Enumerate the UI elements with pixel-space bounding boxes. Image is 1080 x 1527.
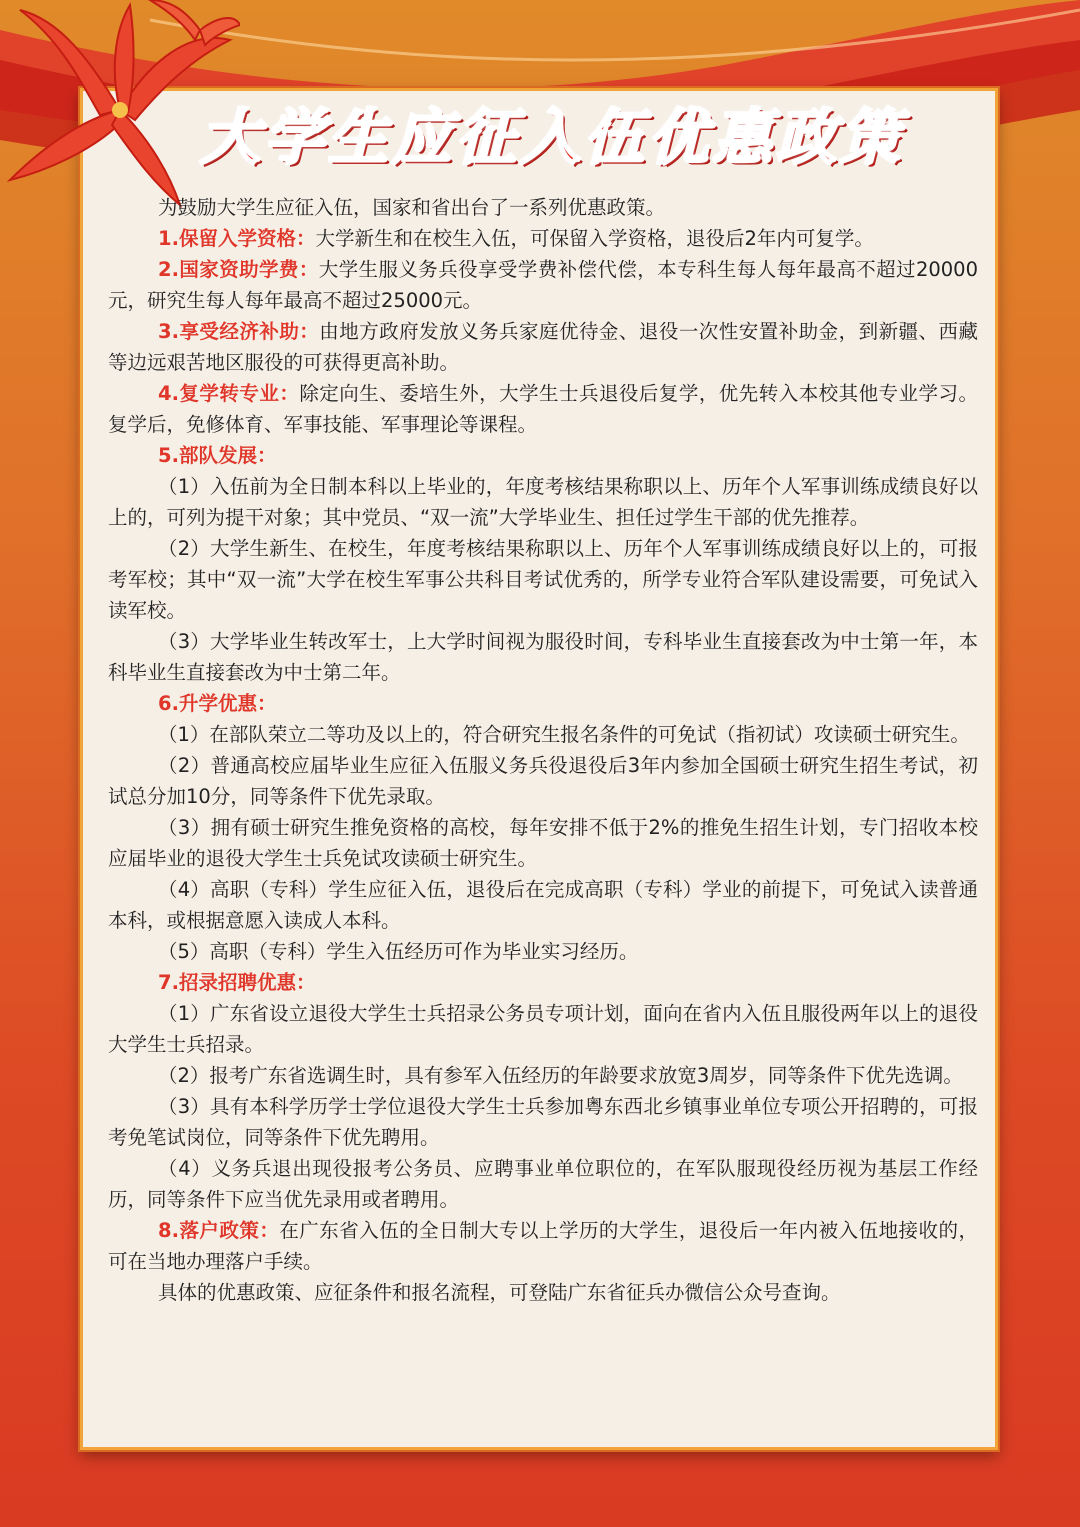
section-1 (108, 223, 978, 254)
section-2 (108, 254, 978, 316)
section-heading: 1.保留入学资格： (158, 227, 316, 250)
section-7-item: （2）报考广东省选调生时，具有参军入伍经历的年龄要求放宽3周岁，同等条件下优先选调。 (158, 1064, 963, 1087)
section-text: 在广东省入伍的全日制大专以上学历的大学生，退役后一年内被入伍地接收的，可在当地办理落户手续。 (108, 1219, 978, 1273)
outro-paragraph: 具体的优惠政策、应征条件和报名流程，可登陆广东省征兵办微信公众号查询。 (158, 1281, 841, 1304)
section-heading: 2.国家资助学费： (158, 258, 319, 281)
section-6-item: （1）在部队荣立二等功及以上的，符合研究生报名条件的可免试（指初试）攻读硕士研究生。 (158, 723, 970, 746)
section-5-item: （3）大学毕业生转改军士，上大学时间视为服役时间，专科毕业生直接套改为中士第一年，本科毕业生直接套改为中士第二年。 (108, 630, 978, 684)
intro-paragraph: 为鼓励大学生应征入伍，国家和省出台了一系列优惠政策。 (158, 196, 666, 219)
policy-text (108, 192, 978, 1308)
section-text: 大学新生和在校生入伍，可保留入学资格，退役后2年内可复学。 (315, 227, 874, 250)
section-5-item: （1）入伍前为全日制本科以上毕业的，年度考核结果称职以上、历年个人军事训练成绩良好以上的，可列为提干对象；其中党员、“双一流”大学毕业生、担任过学生干部的优先推荐。 (108, 475, 978, 529)
section-6-item: （2）普通高校应届毕业生应征入伍服义务兵役退役后3年内参加全国硕士研究生招生考试，初试总分加10分，同等条件下优先录取。 (108, 754, 978, 808)
section-7-heading: 7.招录招聘优惠： (158, 971, 316, 994)
section-6-item: （3）拥有硕士研究生推免资格的高校，每年安排不低于2%的推免生招生计划，专门招收本校应届毕业的退役大学生士兵免试攻读硕士研究生。 (108, 816, 978, 870)
section-6-heading: 6.升学优惠： (158, 692, 277, 715)
section-heading: 8.落户政策： (158, 1219, 280, 1242)
section-6-item: （5）高职（专科）学生入伍经历可作为毕业实习经历。 (158, 940, 639, 963)
section-text: 大学生服义务兵役享受学费补偿代偿，本专科生每人每年最高不超过20000元，研究生每人每年最高不超过25000元。 (108, 258, 978, 312)
section-text: 由地方政府发放义务兵家庭优待金、退役一次性安置补助金，到新疆、西藏等边远艰苦地区服役的可获得更高补助。 (108, 320, 978, 374)
section-3 (108, 316, 978, 378)
section-7-item: （4）义务兵退出现役报考公务员、应聘事业单位职位的，在军队服现役经历视为基层工作经历，同等条件下应当优先录用或者聘用。 (108, 1157, 978, 1211)
section-5-item: （2）大学生新生、在校生，年度考核结果称职以上、历年个人军事训练成绩良好以上的，可报考军校；其中“双一流”大学在校生军事公共科目考试优秀的，所学专业符合军队建设需要，可免试入读军校。 (108, 537, 978, 622)
section-5-heading: 5.部队发展： (158, 444, 277, 467)
section-8 (108, 1215, 978, 1277)
section-7-item: （3）具有本科学历学士学位退役大学生士兵参加粤东西北乡镇事业单位专项公开招聘的，可报考免笔试岗位，同等条件下优先聘用。 (108, 1095, 978, 1149)
section-text: 除定向生、委培生外，大学生士兵退役后复学，优先转入本校其他专业学习。复学后，免修体育、军事技能、军事理论等课程。 (108, 382, 978, 436)
page-title: 大学生应征入伍优惠政策 (200, 103, 904, 173)
section-heading: 3.享受经济补助： (158, 320, 320, 343)
section-4 (108, 378, 978, 440)
section-7-item: （1）广东省设立退役大学生士兵招录公务员专项计划，面向在省内入伍且服役两年以上的退役大学生士兵招录。 (108, 1002, 978, 1056)
section-6-item: （4）高职（专科）学生应征入伍，退役后在完成高职（专科）学业的前提下，可免试入读普通本科，或根据意愿入读成人本科。 (108, 878, 978, 932)
section-heading: 4.复学转专业： (158, 382, 300, 405)
